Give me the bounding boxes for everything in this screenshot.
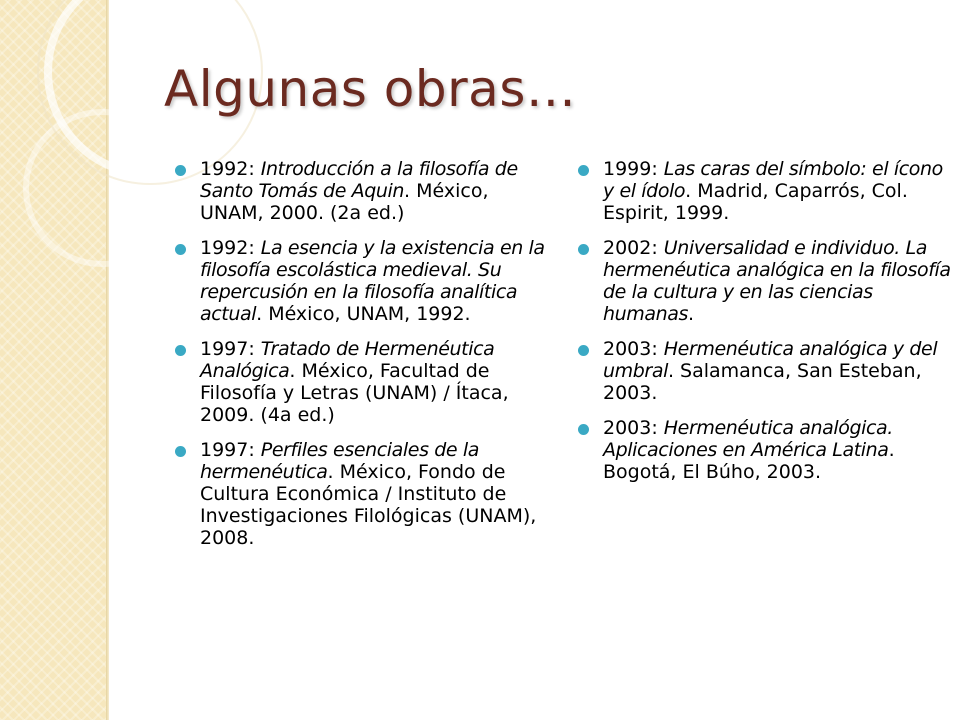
work-title: Hermenéutica analógica y del umbral bbox=[603, 338, 938, 382]
work-title: Las caras del símbolo: el ícono y el ídolo bbox=[603, 158, 943, 202]
work-publication-info: . México, UNAM, 2000. (2a ed.) bbox=[200, 180, 489, 224]
bullet-dot-icon bbox=[578, 165, 589, 176]
work-item bbox=[578, 237, 958, 325]
work-publication-info: . México, UNAM, 1992. bbox=[256, 303, 471, 325]
work-item bbox=[175, 439, 555, 549]
work-title: La esencia y la existencia en la filosofía escolástica medieval. Su repercusión en la filosofía analítica actual bbox=[200, 237, 545, 325]
bullet-dot-icon bbox=[578, 345, 589, 356]
work-title: Hermenéutica analógica. Aplicaciones en América Latina bbox=[603, 417, 893, 461]
work-year: 1997: bbox=[200, 338, 261, 360]
work-item bbox=[175, 237, 555, 325]
band-edge-divider bbox=[106, 0, 109, 720]
bullet-dot-icon bbox=[175, 345, 186, 356]
bullet-dot-icon bbox=[175, 165, 186, 176]
bullet-dot-icon bbox=[578, 244, 589, 255]
works-list-right bbox=[578, 158, 958, 496]
work-year: 2003: bbox=[603, 338, 664, 360]
work-publication-info: . bbox=[688, 303, 695, 325]
work-year: 2003: bbox=[603, 417, 664, 439]
work-title: Perfiles esenciales de la hermenéutica bbox=[200, 439, 479, 483]
work-year: 1997: bbox=[200, 439, 261, 461]
work-item bbox=[578, 338, 958, 404]
work-publication-info: . México, Facultad de Filosofía y Letras (UNAM) / Ítaca, 2009. (4a ed.) bbox=[200, 360, 509, 426]
work-publication-info: . Madrid, Caparrós, Col. Espirit, 1999. bbox=[603, 180, 908, 224]
slide-title: Algunas obras… bbox=[164, 60, 577, 118]
work-year: 1992: bbox=[200, 158, 261, 180]
work-title: Tratado de Hermenéutica Analógica bbox=[200, 338, 495, 382]
decorative-side-band bbox=[0, 0, 106, 720]
work-title: Introducción a la filosofía de Santo Tomás de Aquin bbox=[200, 158, 518, 202]
work-item bbox=[175, 338, 555, 426]
work-item bbox=[175, 158, 555, 224]
work-year: 2002: bbox=[603, 237, 664, 259]
bullet-dot-icon bbox=[578, 424, 589, 435]
work-year: 1999: bbox=[603, 158, 664, 180]
work-publication-info: . Salamanca, San Esteban, 2003. bbox=[603, 360, 922, 404]
work-publication-info: . Bogotá, El Búho, 2003. bbox=[603, 439, 895, 483]
bullet-dot-icon bbox=[175, 446, 186, 457]
work-publication-info: . México, Fondo de Cultura Económica / Instituto de Investigaciones Filológicas (UNAM), 2008. bbox=[200, 461, 537, 549]
works-list-left bbox=[175, 158, 555, 562]
work-title: Universalidad e individuo. La hermenéutica analógica en la filosofía de la cultura y en las ciencias humanas bbox=[603, 237, 951, 325]
work-item bbox=[578, 158, 958, 224]
work-item bbox=[578, 417, 958, 483]
bullet-dot-icon bbox=[175, 244, 186, 255]
work-year: 1992: bbox=[200, 237, 261, 259]
